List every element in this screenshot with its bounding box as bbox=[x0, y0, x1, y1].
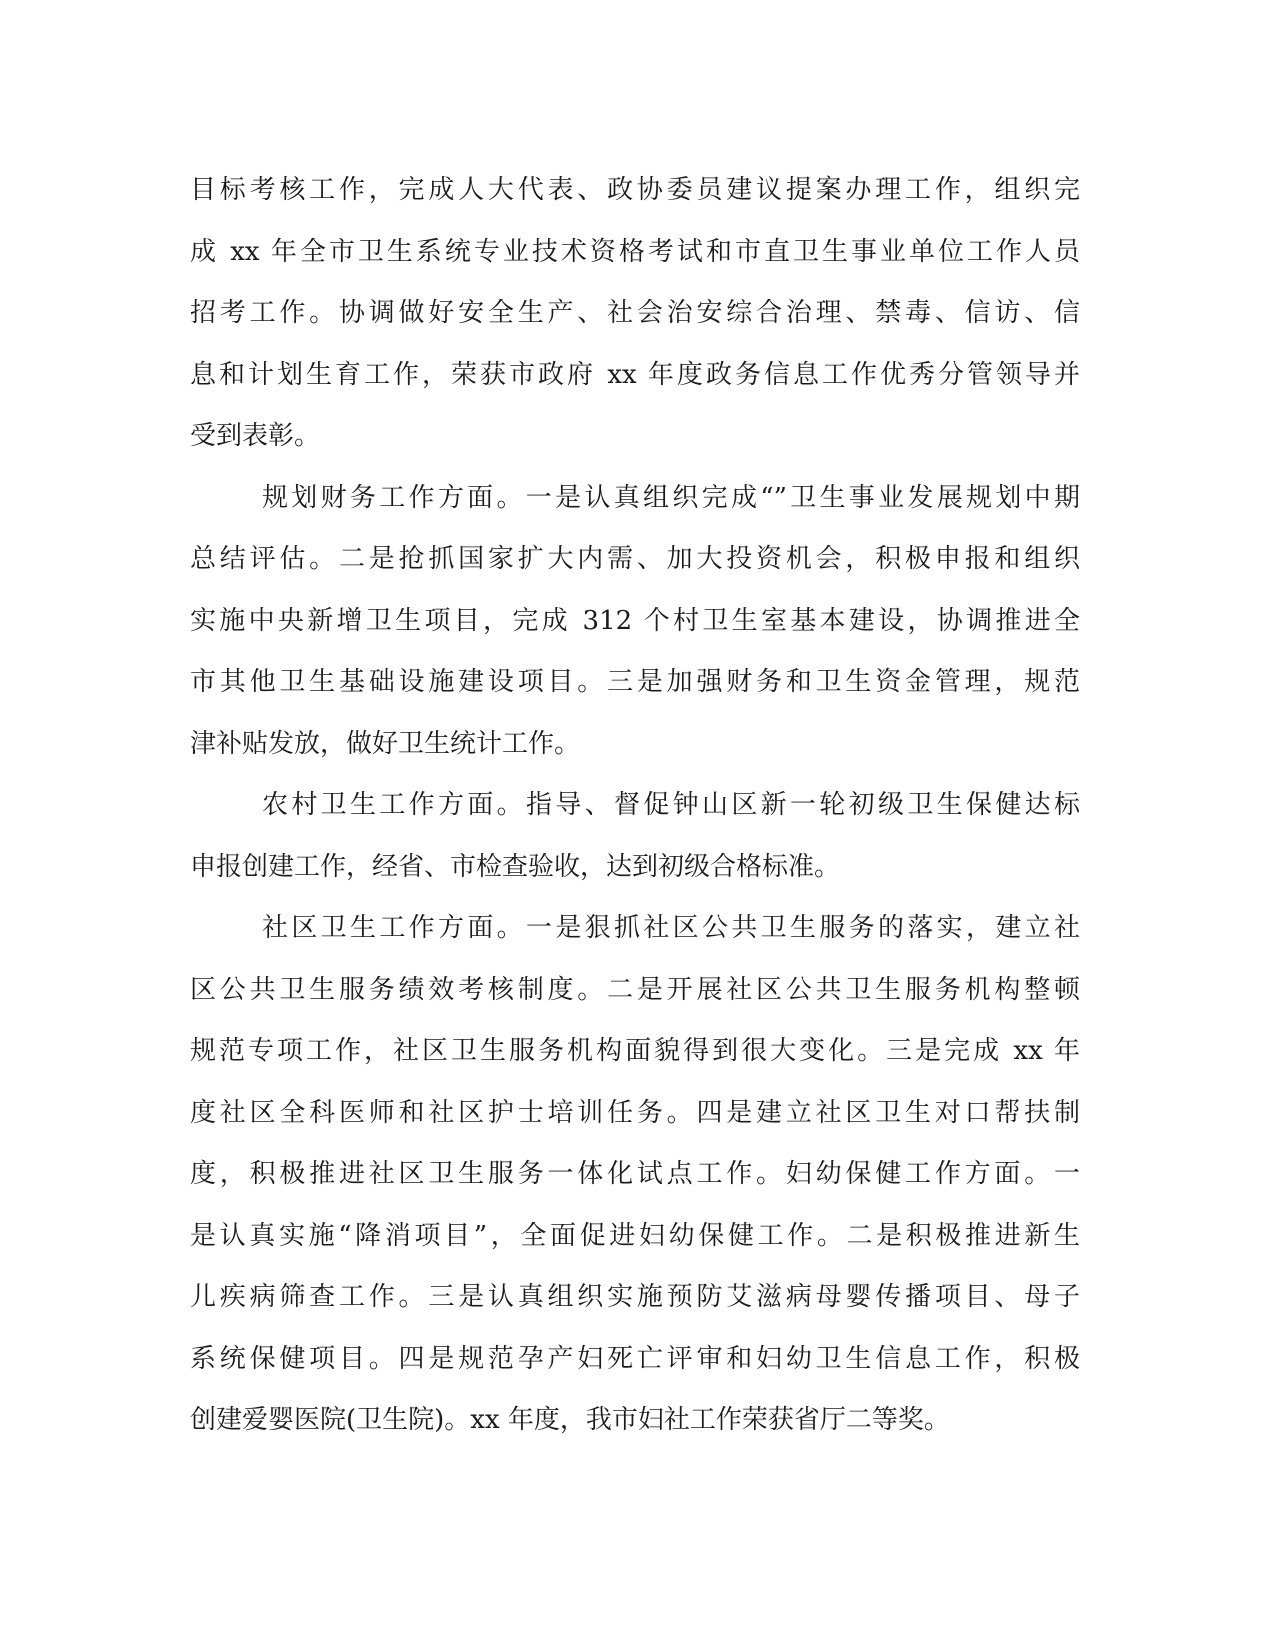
text-line: 度，积极推进社区卫生服务一体化试点工作。妇幼保健工作方面。一 bbox=[190, 1159, 1080, 1189]
text-line: 招考工作。协调做好安全生产、社会治安综合治理、禁毒、信访、信 bbox=[190, 298, 1080, 328]
text-line: 成 xx 年全市卫生系统专业技术资格考试和市直卫生事业单位工作人员 bbox=[190, 236, 1080, 267]
text-line: 实施中央新增卫生项目，完成 312 个村卫生室基本建设，协调推进全 bbox=[190, 605, 1080, 636]
text-line: 度社区全科医师和社区护士培训任务。四是建立社区卫生对口帮扶制 bbox=[190, 1097, 1080, 1128]
paragraph-first-line: 社区卫生工作方面。一是狠抓社区公共卫生服务的落实，建立社 bbox=[262, 913, 1080, 943]
text-line: 市其他卫生基础设施建设项目。三是加强财务和卫生资金管理，规范 bbox=[190, 667, 1080, 697]
text-line: 受到表彰。 bbox=[190, 421, 321, 451]
text-line: 规范专项工作，社区卫生服务机构面貌得到很大变化。三是完成 xx 年 bbox=[190, 1036, 1080, 1066]
text-line: 津补贴发放，做好卫生统计工作。 bbox=[190, 728, 581, 759]
paragraph-first-line: 农村卫生工作方面。指导、督促钟山区新一轮初级卫生保健达标 bbox=[262, 790, 1080, 820]
text-line: 目标考核工作，完成人大代表、政协委员建议提案办理工作，组织完 bbox=[190, 175, 1080, 205]
text-line: 儿疾病筛查工作。三是认真组织实施预防艾滋病母婴传播项目、母子 bbox=[190, 1282, 1080, 1312]
text-line: 创建爱婴医院(卫生院)。xx 年度，我市妇社工作荣获省厅二等奖。 bbox=[190, 1405, 950, 1435]
text-line: 区公共卫生服务绩效考核制度。二是开展社区公共卫生服务机构整顿 bbox=[190, 974, 1080, 1005]
text-line: 息和计划生育工作，荣获市政府 xx 年度政务信息工作优秀分管领导并 bbox=[190, 359, 1080, 390]
text-line: 是认真实施“降消项目”，全面促进妇幼保健工作。二是积极推进新生 bbox=[190, 1220, 1080, 1251]
paragraph-first-line: 规划财务工作方面。一是认真组织完成“”卫生事业发展规划中期 bbox=[262, 482, 1080, 513]
text-line: 申报创建工作，经省、市检查验收，达到初级合格标准。 bbox=[190, 851, 841, 882]
document-body bbox=[190, 160, 1080, 1452]
text-line: 系统保健项目。四是规范孕产妇死亡评审和妇幼卫生信息工作，积极 bbox=[190, 1343, 1080, 1374]
text-line: 总结评估。二是抢抓国家扩大内需、加大投资机会，积极申报和组织 bbox=[190, 544, 1080, 574]
